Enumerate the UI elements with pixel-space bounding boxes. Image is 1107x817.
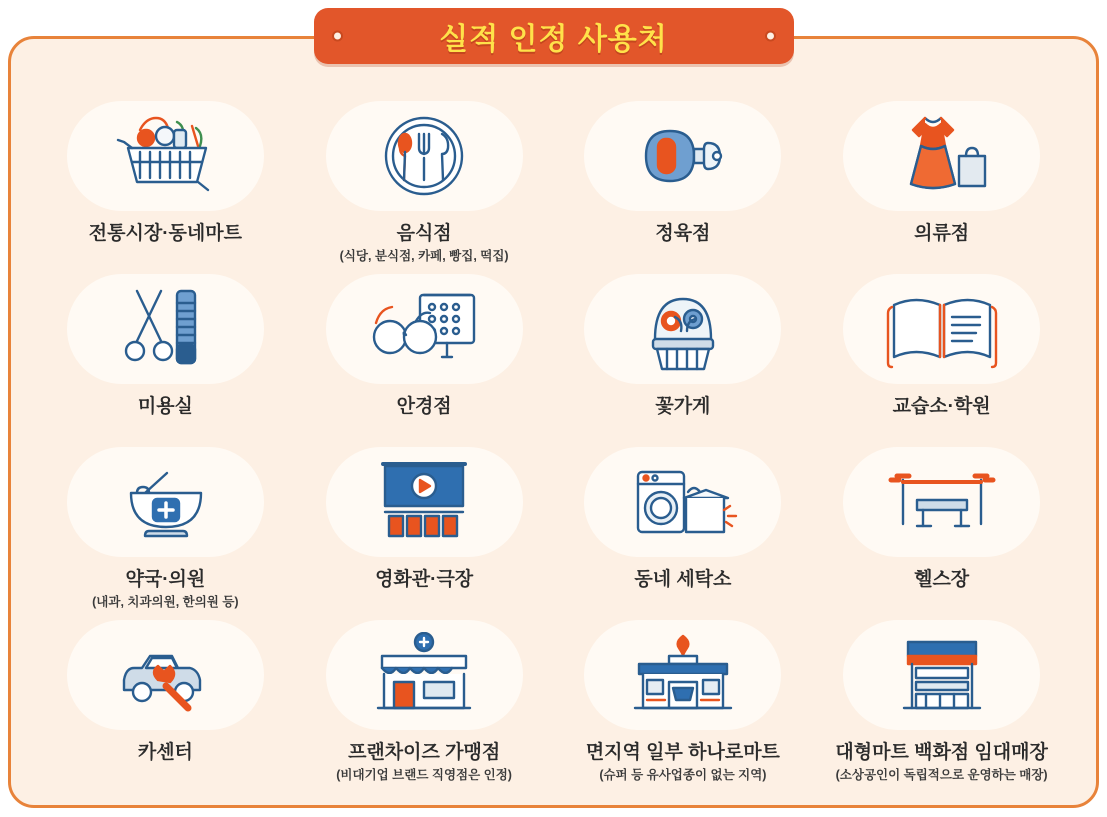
- grid-item-car-center[interactable]: [45, 620, 286, 793]
- grid-item-franchise[interactable]: [304, 620, 545, 793]
- meat-ham-icon: [628, 113, 738, 199]
- grid-item-hair-salon[interactable]: [45, 274, 286, 447]
- cutlery-plate-icon: [374, 110, 474, 202]
- grid-item-clothing[interactable]: [821, 101, 1062, 274]
- icon-tile: [67, 101, 264, 211]
- icon-tile: [584, 274, 781, 384]
- icon-tile: [67, 620, 264, 730]
- dress-bag-icon: [887, 110, 997, 202]
- main-board: [8, 36, 1099, 808]
- item-label: 헬스장: [914, 569, 970, 590]
- icon-tile: [843, 101, 1040, 211]
- grid-item-academy[interactable]: [821, 274, 1062, 447]
- mortar-pestle-cross-icon: [115, 459, 215, 545]
- icon-tile: [843, 274, 1040, 384]
- grid-item-flower-shop[interactable]: [563, 274, 804, 447]
- icon-tile: [584, 620, 781, 730]
- icon-tile: [584, 447, 781, 557]
- item-label: 프랜차이즈 가맹점: [348, 742, 501, 763]
- page-title: 실적 인정 사용처: [439, 23, 668, 56]
- rental-store-stall-icon: [892, 632, 992, 718]
- icon-tile: [326, 620, 523, 730]
- item-label: 미용실: [137, 396, 193, 417]
- grid-item-rental-store[interactable]: [821, 620, 1062, 793]
- banner-hole-left-icon: [332, 31, 343, 42]
- item-label: 카센터: [137, 742, 193, 763]
- icon-tile: [67, 447, 264, 557]
- grid-item-hanaro-mart[interactable]: [563, 620, 804, 793]
- car-wrench-icon: [110, 632, 220, 718]
- grid-item-cinema[interactable]: [304, 447, 545, 620]
- scissors-comb-icon: [115, 283, 215, 375]
- item-label: 영화관·극장: [375, 569, 474, 590]
- icon-tile: [843, 620, 1040, 730]
- item-label: 약국·의원: [125, 569, 206, 590]
- item-label: 동네 세탁소: [634, 569, 732, 590]
- open-book-icon: [884, 285, 1000, 373]
- grid-item-restaurant[interactable]: [304, 101, 545, 274]
- grid-item-optician[interactable]: [304, 274, 545, 447]
- grid-item-gym[interactable]: [821, 447, 1062, 620]
- item-label: 대형마트 백화점 임대매장: [835, 742, 1048, 763]
- flower-basket-icon: [633, 283, 733, 375]
- icon-tile: [584, 101, 781, 211]
- item-sublabel: (소상공인이 독립적으로 운영하는 매장): [835, 767, 1048, 782]
- item-label: 안경점: [396, 396, 452, 417]
- grid-item-shopping-basket[interactable]: [45, 101, 286, 274]
- item-label: 전통시장·동네마트: [88, 223, 242, 244]
- icon-tile: [843, 447, 1040, 557]
- item-label: 면지역 일부 하나로마트: [585, 742, 780, 763]
- item-label: 꽃가게: [655, 396, 711, 417]
- usage-grid: [11, 101, 1096, 793]
- item-label: 의류점: [914, 223, 970, 244]
- item-label: 교습소·학원: [892, 396, 991, 417]
- grid-item-pharmacy[interactable]: [45, 447, 286, 620]
- franchise-store-icon: [366, 632, 482, 718]
- icon-tile: [326, 274, 523, 384]
- item-sublabel: (비대기업 브랜드 직영점은 인정): [336, 767, 512, 782]
- icon-tile: [67, 274, 264, 384]
- item-label: 정육점: [655, 223, 711, 244]
- item-sublabel: (식당, 분식점, 카페, 빵집, 떡집): [339, 248, 509, 263]
- washing-machine-hanger-icon: [628, 458, 738, 546]
- hanaro-mart-icon: [625, 632, 741, 718]
- grid-item-butcher[interactable]: [563, 101, 804, 274]
- icon-tile: [326, 447, 523, 557]
- banner-hole-right-icon: [765, 31, 776, 42]
- cinema-screen-icon: [369, 458, 479, 546]
- gym-bench-barbell-icon: [887, 460, 997, 544]
- icon-tile: [326, 101, 523, 211]
- shopping-basket-icon: [110, 110, 220, 202]
- grid-item-laundry[interactable]: [563, 447, 804, 620]
- item-sublabel: (슈퍼 등 유사업종이 없는 지역): [599, 767, 767, 782]
- glasses-eyechart-icon: [364, 285, 484, 373]
- item-label: 음식점: [396, 223, 452, 244]
- item-sublabel: (내과, 치과의원, 한의원 등): [92, 594, 239, 609]
- title-banner: [314, 8, 794, 64]
